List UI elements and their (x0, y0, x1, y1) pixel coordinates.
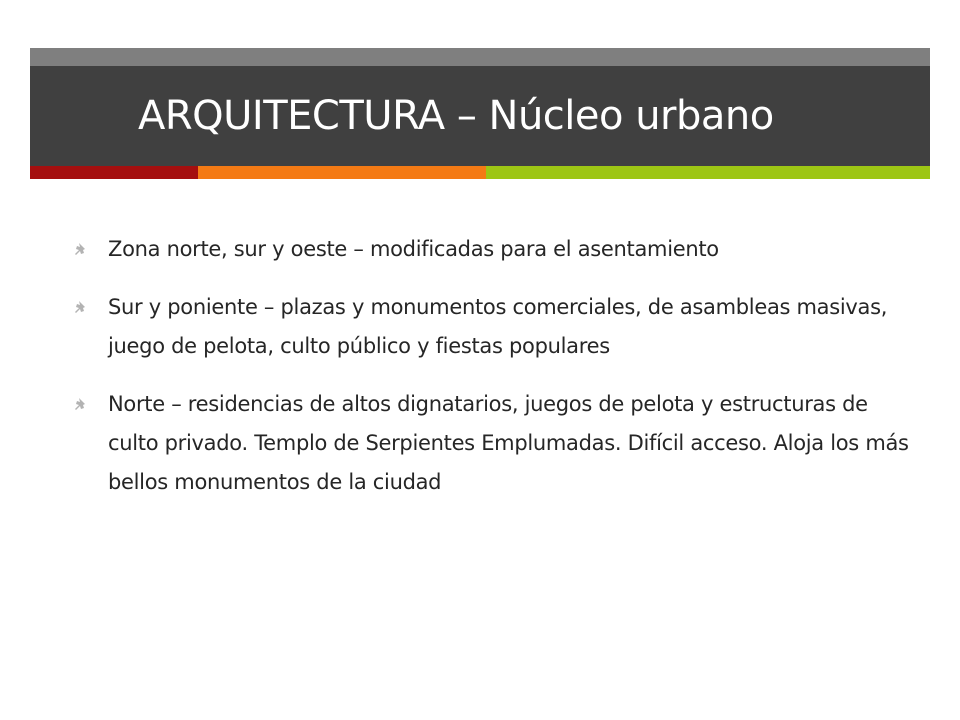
title-band-top-stripe (30, 48, 930, 66)
pushpin-icon (72, 397, 88, 413)
pushpin-icon (72, 300, 88, 316)
bullet-item (72, 288, 922, 366)
bullet-item (72, 385, 922, 502)
pushpin-icon (72, 242, 88, 258)
accent-bar-red (30, 166, 198, 179)
bullet-text: Sur y poniente – plazas y monumentos comerciales, de asambleas masivas, juego de pelota, culto público y fiestas populares (108, 295, 888, 358)
bullet-list (72, 230, 922, 521)
accent-bar-green (486, 166, 930, 179)
bullet-text: Norte – residencias de altos dignatarios, juegos de pelota y estructuras de culto privado. Templo de Serpientes Emplumadas. Difícil acceso. Aloja los más bellos monumentos de la ciudad (108, 392, 909, 494)
bullet-item (72, 230, 922, 269)
bullet-text: Zona norte, sur y oeste – modificadas para el asentamiento (108, 237, 719, 261)
accent-bar-orange (198, 166, 486, 179)
slide-title: ARQUITECTURA – Núcleo urbano (138, 93, 774, 139)
